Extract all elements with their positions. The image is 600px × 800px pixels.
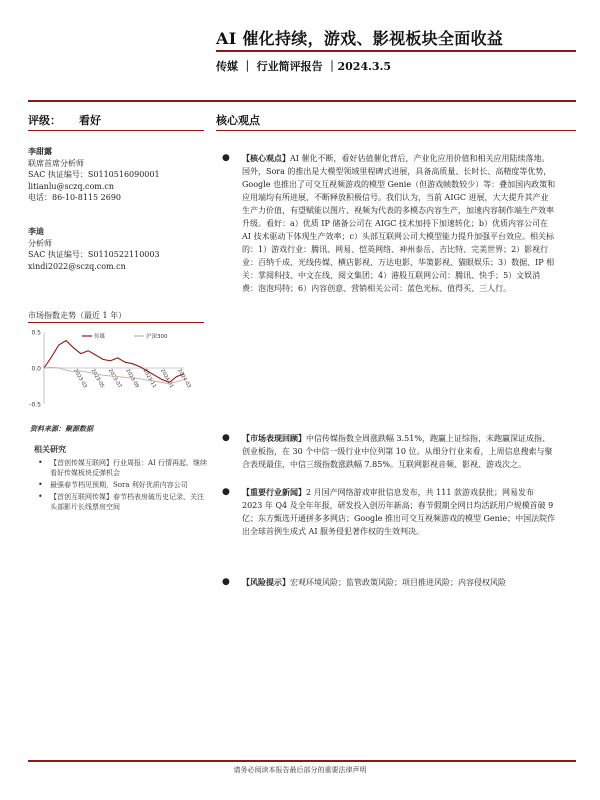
x-tick-label: 2024-03 [176,368,192,390]
analyst-email[interactable]: litianlu@sczq.com.cn [28,181,115,191]
bullet-icon: ● [222,433,230,443]
x-tick-label: 2023-07 [106,368,123,390]
report-title: AI 催化持续，游戏、影视板块全面收益 [216,29,504,48]
bullet-icon: ● [222,153,230,163]
y-tick-label: -0.5 [29,401,41,409]
rating-value: 看好 [79,114,101,127]
analyst-name: 李甜露 [28,146,52,156]
core-view-paragraph [216,152,556,295]
analyst-card [28,146,160,204]
chart-source: 资料来源：聚源数据 [30,424,93,433]
title-rule [216,50,576,52]
legal-footer: 请务必阅读本报告最后部分的重要法律声明 [233,766,367,774]
legend-label: 沪深300 [146,334,168,340]
paragraph-text: 2 月国产网络游戏审批信息发布，共 111 款游戏获批；网易发布 2023 年 Q4 及全年年报，研发投入创历年新高；春节假期全网日均活跃用户规模首破 9 亿；东方甄选开通拼多多网店；Google 推出可交互视频游戏的模型 Genie；中国法院作出全球首例生成式 AI 服务侵犯著作权的生效判决。 [242,488,556,536]
x-tick-label: 2024-01 [158,368,175,390]
risk-paragraph [216,576,556,589]
paragraph-text: 宏观环境风险；监管政策风险；项目推进风险；内容侵权风险 [290,578,506,587]
paragraph-text: AI 催化不断，看好估值催化背后，产业化应用价值和相关应用陆续落地。国外，Sora 的推出是大模型领域里程碑式进展，具备高质量、长时长、高精度等优势，Google 也推出了可交互视频游戏的模型 Genie（但游戏帧数较少）等：叠加国内政策和应用端均有所进展，不断释放积极信号。我们认为，当前 AIGC 进展，大大提升其产业生产力价值，有望赋能以图片、视频为代表的多模态内容生产，加速内容制作端生产效率升级。看好：a）优质 IP 储备公司在 AIGC 技术加持下加速转化；b）优质内容公司在 AI 技术驱动下体现生产效率；c）头部互联网公司大模型能力提升加强平台效应。相关标的：1）游戏行业：腾讯、网易、恺英网络、神州泰岳、吉比特、完美世界；2）影视行业：百纳千成、光线传媒、横店影视、万达电影、华策影视、猫眼娱乐；3）数据、IP 相关：掌阅科技、中文在线、阅文集团；4）港股互联网公司：腾讯、快手；5）文娱消费：泡泡玛特；6）内容创意、营销相关公司：蓝色光标、值得买、三人行。 [242,154,556,293]
analyst-sac: SAC 执证编号：S0110516090001 [28,170,160,179]
market-index-chart [28,326,192,418]
related-item[interactable]: • 最强春节档见预期，Sora 利好优质内容公司 [30,480,208,490]
related-item[interactable]: • 【首创互联网传媒】春节档表房破历史记录，关注头部影片长线票房空间 [30,492,208,512]
x-tick-label: 2023-11 [141,368,158,390]
chart-title: 市场指数走势（最近 1 年） [28,311,127,320]
related-list [30,458,208,514]
bullet-icon: ● [222,487,230,497]
legend-label: 传媒 [94,334,106,340]
chart-rule [28,322,204,323]
y-tick-label: 0.0 [31,365,41,373]
footer-rule [28,760,576,762]
analyst-phone: 电话：86-10-8115 2690 [28,193,122,202]
analyst-email[interactable]: xindi2022@sczq.com.cn [28,261,126,271]
bullet-icon: ● [222,577,230,587]
rating [28,112,101,128]
paragraph-head: 【风险提示】 [242,577,290,587]
market-review-paragraph [216,432,556,471]
paragraph-text: 中信传媒指数全周涨跌幅 3.51%，跑赢上证综指，未跑赢深证成指、创业板指，在 30 个中信一级行业中位列第 10 位。从细分行业来看，上周信息搜索与聚合表现最佳，中信三级指数涨跌幅 7.85%。互联网影视音频、影视、游戏次之。 [242,434,553,469]
analyst-title: 分析师 [28,238,52,248]
analyst-card [28,226,160,272]
paragraph-head: 【市场表现回顾】 [242,433,306,443]
paragraph-head: 【重要行业新闻】 [242,487,306,497]
analyst-sac: SAC 执证编号：S0110522110003 [28,250,160,259]
section-rule-right [216,130,576,131]
related-heading: 相关研究 [34,444,66,454]
report-subtitle: 传媒 ｜ 行业简评报告 ｜2024.3.5 [216,60,392,73]
paragraph-head: 【核心观点】 [242,153,290,163]
industry-news-paragraph [216,486,556,538]
rating-label: 评级： [28,114,61,127]
related-item[interactable]: • 【首创传媒互联网】行业周报：AI 行情再起，继续看好传媒板块反弹机会 [30,458,208,478]
x-tick-label: 2023-09 [124,368,140,390]
header-rule [28,100,576,102]
analyst-name: 李迪 [28,226,44,236]
x-tick-label: 2023-05 [89,368,106,390]
section-rule-left [28,130,204,131]
analyst-title: 联席首席分析师 [28,158,84,168]
core-heading: 核心观点 [216,114,260,127]
x-tick-label: 2023-03 [72,368,88,390]
y-tick-label: 0.5 [31,329,41,337]
